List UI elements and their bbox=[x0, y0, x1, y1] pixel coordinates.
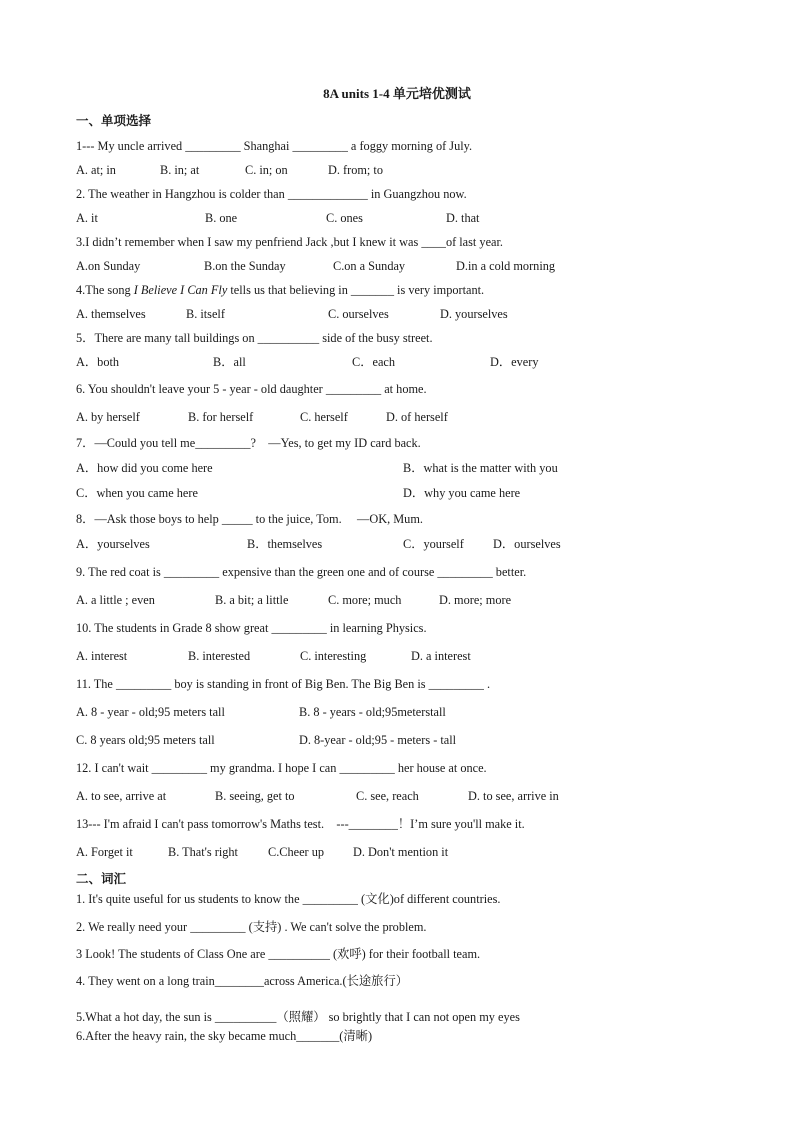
option-b: B. That's right bbox=[168, 845, 238, 859]
option-a: A．how did you come here bbox=[76, 461, 213, 475]
vocab-item: 1. It's quite useful for us students to know the _________ (文化)of different countries. bbox=[76, 892, 501, 906]
option-b: B. a bit; a little bbox=[215, 593, 289, 607]
option-b: B．all bbox=[213, 355, 246, 369]
option-b: B. interested bbox=[188, 649, 251, 663]
question-stem: 13--- I'm afraid I can't pass tomorrow's Maths test. ---________！I’m sure you'll make it. bbox=[76, 817, 525, 831]
option-d: D. 8-year - old;95 - meters - tall bbox=[299, 733, 457, 747]
option-d: D. of herself bbox=[386, 410, 448, 424]
option-d: D．ourselves bbox=[493, 537, 561, 551]
vocab-item: 6.After the heavy rain, the sky became much_______(清晰) bbox=[76, 1029, 373, 1043]
option-c: C. more; much bbox=[328, 593, 402, 607]
option-d: D. from; to bbox=[328, 163, 383, 177]
option-c: C．each bbox=[352, 355, 396, 369]
question-stem: 7．—Could you tell me_________? —Yes, to get my ID card back. bbox=[76, 436, 421, 450]
option-a: A. Forget it bbox=[76, 845, 133, 859]
option-a: A. themselves bbox=[76, 307, 146, 321]
option-b: B. one bbox=[205, 211, 238, 225]
option-d: D. to see, arrive in bbox=[468, 789, 559, 803]
section-heading-vocabulary: 二、词汇 bbox=[76, 872, 127, 886]
option-c: C. 8 years old;95 meters tall bbox=[76, 733, 215, 747]
question-stem: 8．—Ask those boys to help _____ to the juice, Tom. —OK, Mum. bbox=[76, 512, 423, 526]
option-a: A. to see, arrive at bbox=[76, 789, 167, 803]
option-d: D.in a cold morning bbox=[456, 259, 556, 273]
question-stem-suffix: tells us that believing in _______ is very important. bbox=[227, 283, 485, 297]
question-stem bbox=[76, 282, 484, 298]
option-d: D. yourselves bbox=[440, 307, 508, 321]
question-stem: 9. The red coat is _________ expensive than the green one and of course _________ better. bbox=[76, 565, 527, 579]
option-d: D．why you came here bbox=[403, 486, 521, 500]
option-c: C. ones bbox=[326, 211, 363, 225]
option-a: A．both bbox=[76, 355, 120, 369]
vocab-item: 4. They went on a long train________across America.(长途旅行） bbox=[76, 974, 409, 988]
option-b: B. seeing, get to bbox=[215, 789, 295, 803]
option-a: A. it bbox=[76, 211, 98, 225]
option-a: A. a little ; even bbox=[76, 593, 155, 607]
option-b: B. itself bbox=[186, 307, 225, 321]
option-d: D. Don't mention it bbox=[353, 845, 449, 859]
option-a: A．yourselves bbox=[76, 537, 150, 551]
option-c: C．yourself bbox=[403, 537, 464, 551]
option-a: A. at; in bbox=[76, 163, 116, 177]
question-stem: 1--- My uncle arrived _________ Shanghai _________ a foggy morning of July. bbox=[76, 139, 473, 153]
option-c: C.on a Sunday bbox=[333, 259, 406, 273]
option-b: B.on the Sunday bbox=[204, 259, 286, 273]
option-d: D. a interest bbox=[411, 649, 471, 663]
question-stem: 6. You shouldn't leave your 5 - year - old daughter _________ at home. bbox=[76, 382, 427, 396]
option-c: C. ourselves bbox=[328, 307, 389, 321]
option-c: C. herself bbox=[300, 410, 348, 424]
question-stem: 5．There are many tall buildings on __________ side of the busy street. bbox=[76, 331, 433, 345]
option-c: C．when you came here bbox=[76, 486, 198, 500]
option-b: B．themselves bbox=[247, 537, 323, 551]
option-b: B. 8 - years - old;95meterstall bbox=[299, 705, 446, 719]
option-a: A. interest bbox=[76, 649, 128, 663]
option-c: C. see, reach bbox=[356, 789, 419, 803]
option-a: A.on Sunday bbox=[76, 259, 141, 273]
vocab-item: 2. We really need your _________ (支持) . We can't solve the problem. bbox=[76, 920, 427, 934]
option-d: D. that bbox=[446, 211, 480, 225]
song-title: I Believe I Can Fly bbox=[133, 283, 228, 297]
section-heading-multiple-choice: 一、单项选择 bbox=[76, 114, 152, 128]
option-d: D. more; more bbox=[439, 593, 512, 607]
question-stem-prefix: 4.The song bbox=[76, 283, 134, 297]
option-b: B. in; at bbox=[160, 163, 200, 177]
vocab-item: 3 Look! The students of Class One are __________ (欢呼) for their football team. bbox=[76, 947, 481, 961]
question-stem: 2. The weather in Hangzhou is colder than _____________ in Guangzhou now. bbox=[76, 187, 467, 201]
vocab-item: 5.What a hot day, the sun is __________（照耀） so brightly that I can not open my eyes bbox=[76, 1010, 520, 1024]
question-stem: 12. I can't wait _________ my grandma. I hope I can _________ her house at once. bbox=[76, 761, 487, 775]
option-b: B. for herself bbox=[188, 410, 254, 424]
question-stem: 3.I didn’t remember when I saw my penfriend Jack ,but I knew it was ____of last year. bbox=[76, 235, 503, 249]
question-stem: 10. The students in Grade 8 show great _________ in learning Physics. bbox=[76, 621, 427, 635]
option-d: D．every bbox=[490, 355, 539, 369]
option-b: B．what is the matter with you bbox=[403, 461, 558, 475]
option-c: C. interesting bbox=[300, 649, 367, 663]
page-title: 8A units 1-4 单元培优测试 bbox=[323, 86, 471, 101]
question-stem: 11. The _________ boy is standing in front of Big Ben. The Big Ben is _________ . bbox=[76, 677, 491, 691]
option-a: A. by herself bbox=[76, 410, 140, 424]
option-c: C. in; on bbox=[245, 163, 288, 177]
option-c: C.Cheer up bbox=[268, 845, 325, 859]
option-a: A. 8 - year - old;95 meters tall bbox=[76, 705, 225, 719]
